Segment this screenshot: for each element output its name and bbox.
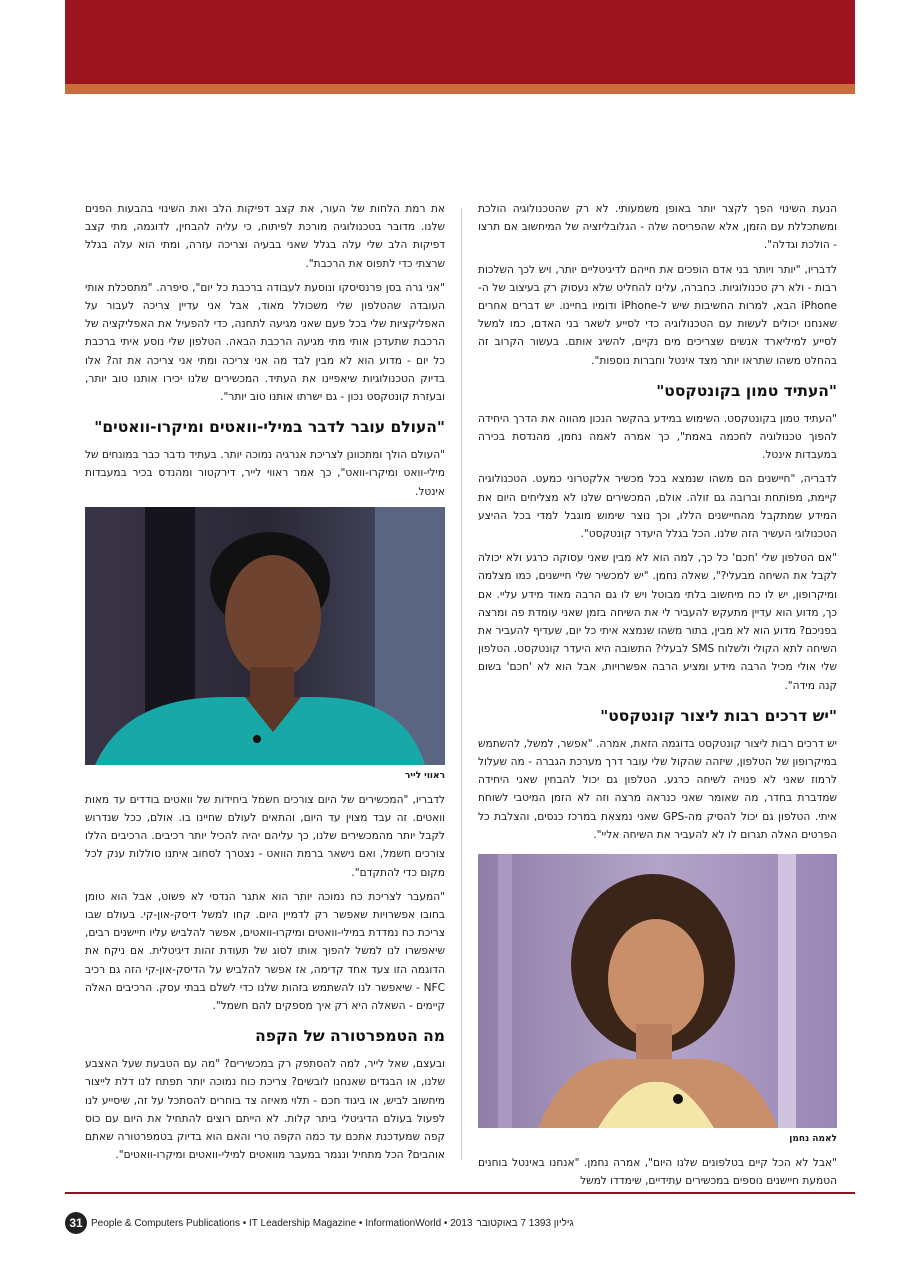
- section-heading: מה הטמפרטורה של הקפה: [255, 1027, 445, 1046]
- paragraph: לדבריו, "יותר ויותר בני אדם הופכים את חייהם לדיגיטליים יותר, ויש לכך השלכות רבות - ולא רק טכנולוגיות. כחברה, עלינו להחליט שלא נעסוק רק בעיצוב של ה-iPhone הבא, למרות החשיבות שיש ל-iPhone ודומיו בחיינו. יש דברים אחרים שאנחנו יכולים לעשות עם הטכנולוגיה כדי לסייע לשאר בני האדם, כמו למשל לסייע למיליארד אנשים שצריכים מים נקיים, להשיג אותם. בעשור הקרוב זה בהחלט משהו שתראו יותר מצד אינטל וחברות נוספות".: [478, 263, 837, 367]
- photo-caption: לאמה נחמן: [789, 1134, 837, 1145]
- paragraph: "המעבר לצריכת כח נמוכה יותר הוא אתגר הנדסי לא פשוט, אבל הוא טומן בחובו אפשרויות שאפשר רק לדמיין היום. קחו למשל דיסק-און-קי. בעולם שבו צריכת כח נמדדת במילי-וואטים ומיקרו-וואטים, אפשר להלביש עליו חיישנים רבים, שיאפשרו לנו למשל להפוך אותו לסוג של תעודת זהות דיגיטלית. אם ניקח את הדוגמה הזו צעד אחד קדימה, אז אפשר להלביש על הדיסק-און-קי הזה גם רכיב NFC - שיאפשר לנו להשתמש בזהות שלנו כדי לשלם בבתי עסק. הרכיבים האלה קיימים - השאלה היא רק איך מספקים להם חשמל".: [85, 890, 445, 1013]
- header-color-bar: [65, 0, 855, 84]
- column-divider: [461, 208, 462, 1160]
- article-column-right: [478, 200, 837, 1197]
- article-column-left: [85, 200, 445, 1171]
- paragraph: "העתיד טמון בקונטקסט. השימוש במידע בהקשר הנכון מהווה את הדרך היחידה להפוך טכנולוגיה לחכמה באמת", כך אמרה לאמה נחמן, מהנדסת בכירה במעבדות אינטל.: [478, 412, 837, 462]
- footer-publications: People & Computers Publications • IT Leadership Magazine • InformationWorld • 2013: [91, 1217, 473, 1229]
- paragraph: ובעצם, שאל לייר, למה להסתפק רק במכשירים? "מה עם הטבעת שעל האצבע שלנו, או הבגדים שאנחנו לובשים? צריכת כוח נמוכה יותר תפתח לנו דלת לייצור מיחשוב לביש, או ביגוד חכם - תלוי מאיזה צד בוחרים להסתכל על זה, שיסייע לנו לפעול בעולם הדיגיטלי ביתר קלות. לא הייתם רוצים להתחיל את היום עם כוס קפה שמעדכנת אתכם עד כמה הקפה טרי והאם הוא בדיוק בטמפרטורה שאתם אוהבים? הכל מתחיל ונגמר במעבר מוואטים למילי-וואטים ומיקרו-וואטים".: [85, 1058, 445, 1162]
- paragraph: "העולם הולך ומתכוונן לצריכת אנרגיה נמוכה יותר. בעתיד נדבר כבר במונחים של מילי-וואט ומיקרו-וואט", כך אמר ראווי לייר, דירקטור ומהנדס בכיר במעבדות אינטל.: [85, 449, 445, 498]
- paragraph: לדבריה, "חיישנים הם משהו שנמצא בכל מכשיר אלקטרוני כמעט. הטכנולוגיה קיימת, מפותחת וברובה גם זולה. אולם, המכשירים שלנו לא מצליחים היום את המידע שמתקבל מהחיישנים הללו, וכך נוצר שימוש מוגבל למדי בכל ההיצע הטכנולוגי העשיר הזה שלנו. הכל בגלל היעדר קונטקסט".: [478, 473, 837, 541]
- photo-caption: ראווי לייר: [404, 770, 445, 781]
- paragraph: לדבריו, "המכשירים של היום צורכים חשמל ביחידות של וואטים בודדים עד מאות וואטים. זה עבד מצוין עד היום, והתאים לעולם שחיינו בו. אולם, ככל שנדרוש לקבל יותר מהמכשירים שלנו, כך עליהם יהיה להכיל יותר רכיבים. הרכיבים הללו צורכים חשמל, ואם נישאר ברמת הוואט - נצטרך לסחוב איתנו סוללות ענק לכל מקום כדי להתקדם".: [85, 793, 445, 879]
- footer-issue: גיליון 1393 7 באוקטובר: [476, 1217, 574, 1229]
- paragraph: "אם הטלפון שלי 'חכם' כל כך, למה הוא לא מבין שאני עסוקה כרגע ולא יכולה לקבל את השיחה מבעלי?", שאלה נחמן. "יש למכשיר שלי חיישנים, כמו מצלמה ומיקרופון, יש לו כח מיחשוב בלתי מבוטל ויש לו גם הרבה מאוד מידע עליי. אם כך, מדוע הוא עדיין מתעקש להעביר לי את השיחה בזמן שאני עומדת פה ומרצה בפניכם? מדוע הוא לא מבין, בתור משהו שנמצא איתי כל יום, שעדיף להעביר את השיחה לתא הקולי ולשלוח SMS לבעלי? התשובה היא היעדר קונטקסט. הטלפון שלי אולי מכיל הרבה מידע ומציע הרבה אפשרויות, אבל הוא לא 'חכם' בשום קנה מידה".: [478, 552, 837, 692]
- footer-rule: [65, 1192, 855, 1194]
- paragraph: את רמת הלחות של העור, את קצב דפיקות הלב ואת השינוי בהבעות הפנים שלנו. מדובר בטכנולוגיה מורכת לפיתוח, כי עליה להבחין, לדוגמה, מתי קצב דפיקות הלב שלי עלה בגלל שאני בבעיה וצריכה עזרה, ומתי הוא עלה בגלל שרצתי כדי לתפוס את הרכבת".: [85, 203, 445, 270]
- paragraph: "אבל לא הכל קיים בטלפונים שלנו היום", אמרה נחמן. "אנחנו באינטל בוחנים הטמעת חיישנים נוספים במכשירים עתידיים, שימדדו למשל: [478, 1157, 837, 1188]
- section-heading: "העולם עובר לדבר במילי-וואטים ומיקרו-וואטים": [94, 418, 445, 437]
- header-accent-stripe: [65, 84, 855, 94]
- page-footer: [65, 1211, 855, 1235]
- paragraph: הנעת השינוי הפך לקצר יותר באופן משמעותי. לא רק שהטכנולוגיה הולכת ומשתכללת עם הזמן, אלא שהפריסה שלה - הגלובליזציה של המיחשוב אם תרצו - הולכת וגדלה".: [478, 203, 837, 252]
- page-number: 31: [65, 1212, 87, 1234]
- paragraph: "אני גרה בסן פרנסיסקו ונוסעת לעבודה ברכבת כל יום", סיפרה. "מתסכלת אותי העובדה שהטלפון שלי משכולל מאוד, אבל אני עדיין צריכה לעבור על האפליקציות שלי בכל פעם שאני מגיעה לתחנה, כדי להפעיל את האפליקציה של הרכבת שתעדכן אותי מתי מגיעה הרכבת הבאה. הטלפון שלי נוסע איתי ברכבת כל יום - מדוע הוא לא מבין לבד מה אני צריכה ומתי אני צריכה את זה? אלו בדיוק הטכנולוגיות שיאפיינו את העתיד. המכשירים שלנו יכירו אותנו טוב יותר, ובעזרת קונטקסט נכון - גם ישרתו אותנו טוב יותר".: [85, 281, 445, 404]
- paragraph: יש דרכים רבות ליצור קונטקסט בדוגמה הזאת, אמרה. "אפשר, למשל, להשתמש במיקרופון של הטלפון, שיזהה שהקול שלי עובר דרך מערכת הגברה - מה שעלול לרמוז שאני לא פנויה לשיחה כרגע. הטלפון גם יכול להבחין שאני היחידה שמדברת בחדר, מה שאומר שאני כנראה מרצה וזה לא הזמן המיטבי לשוחח איתי. הטלפון גם יכול להסיק מה-GPS שאני נמצאת במרכז כנסים, והצלבת כל הפרטים האלה תגרום לו לא להעביר את השיחה אליי".: [478, 737, 837, 841]
- portrait-photo-woman: [478, 854, 837, 1128]
- portrait-photo-man: [85, 507, 445, 765]
- section-heading: "יש דרכים רבות ליצור קונטקסט": [600, 706, 837, 725]
- section-heading: "העתיד טמון בקונטקסט": [656, 381, 837, 400]
